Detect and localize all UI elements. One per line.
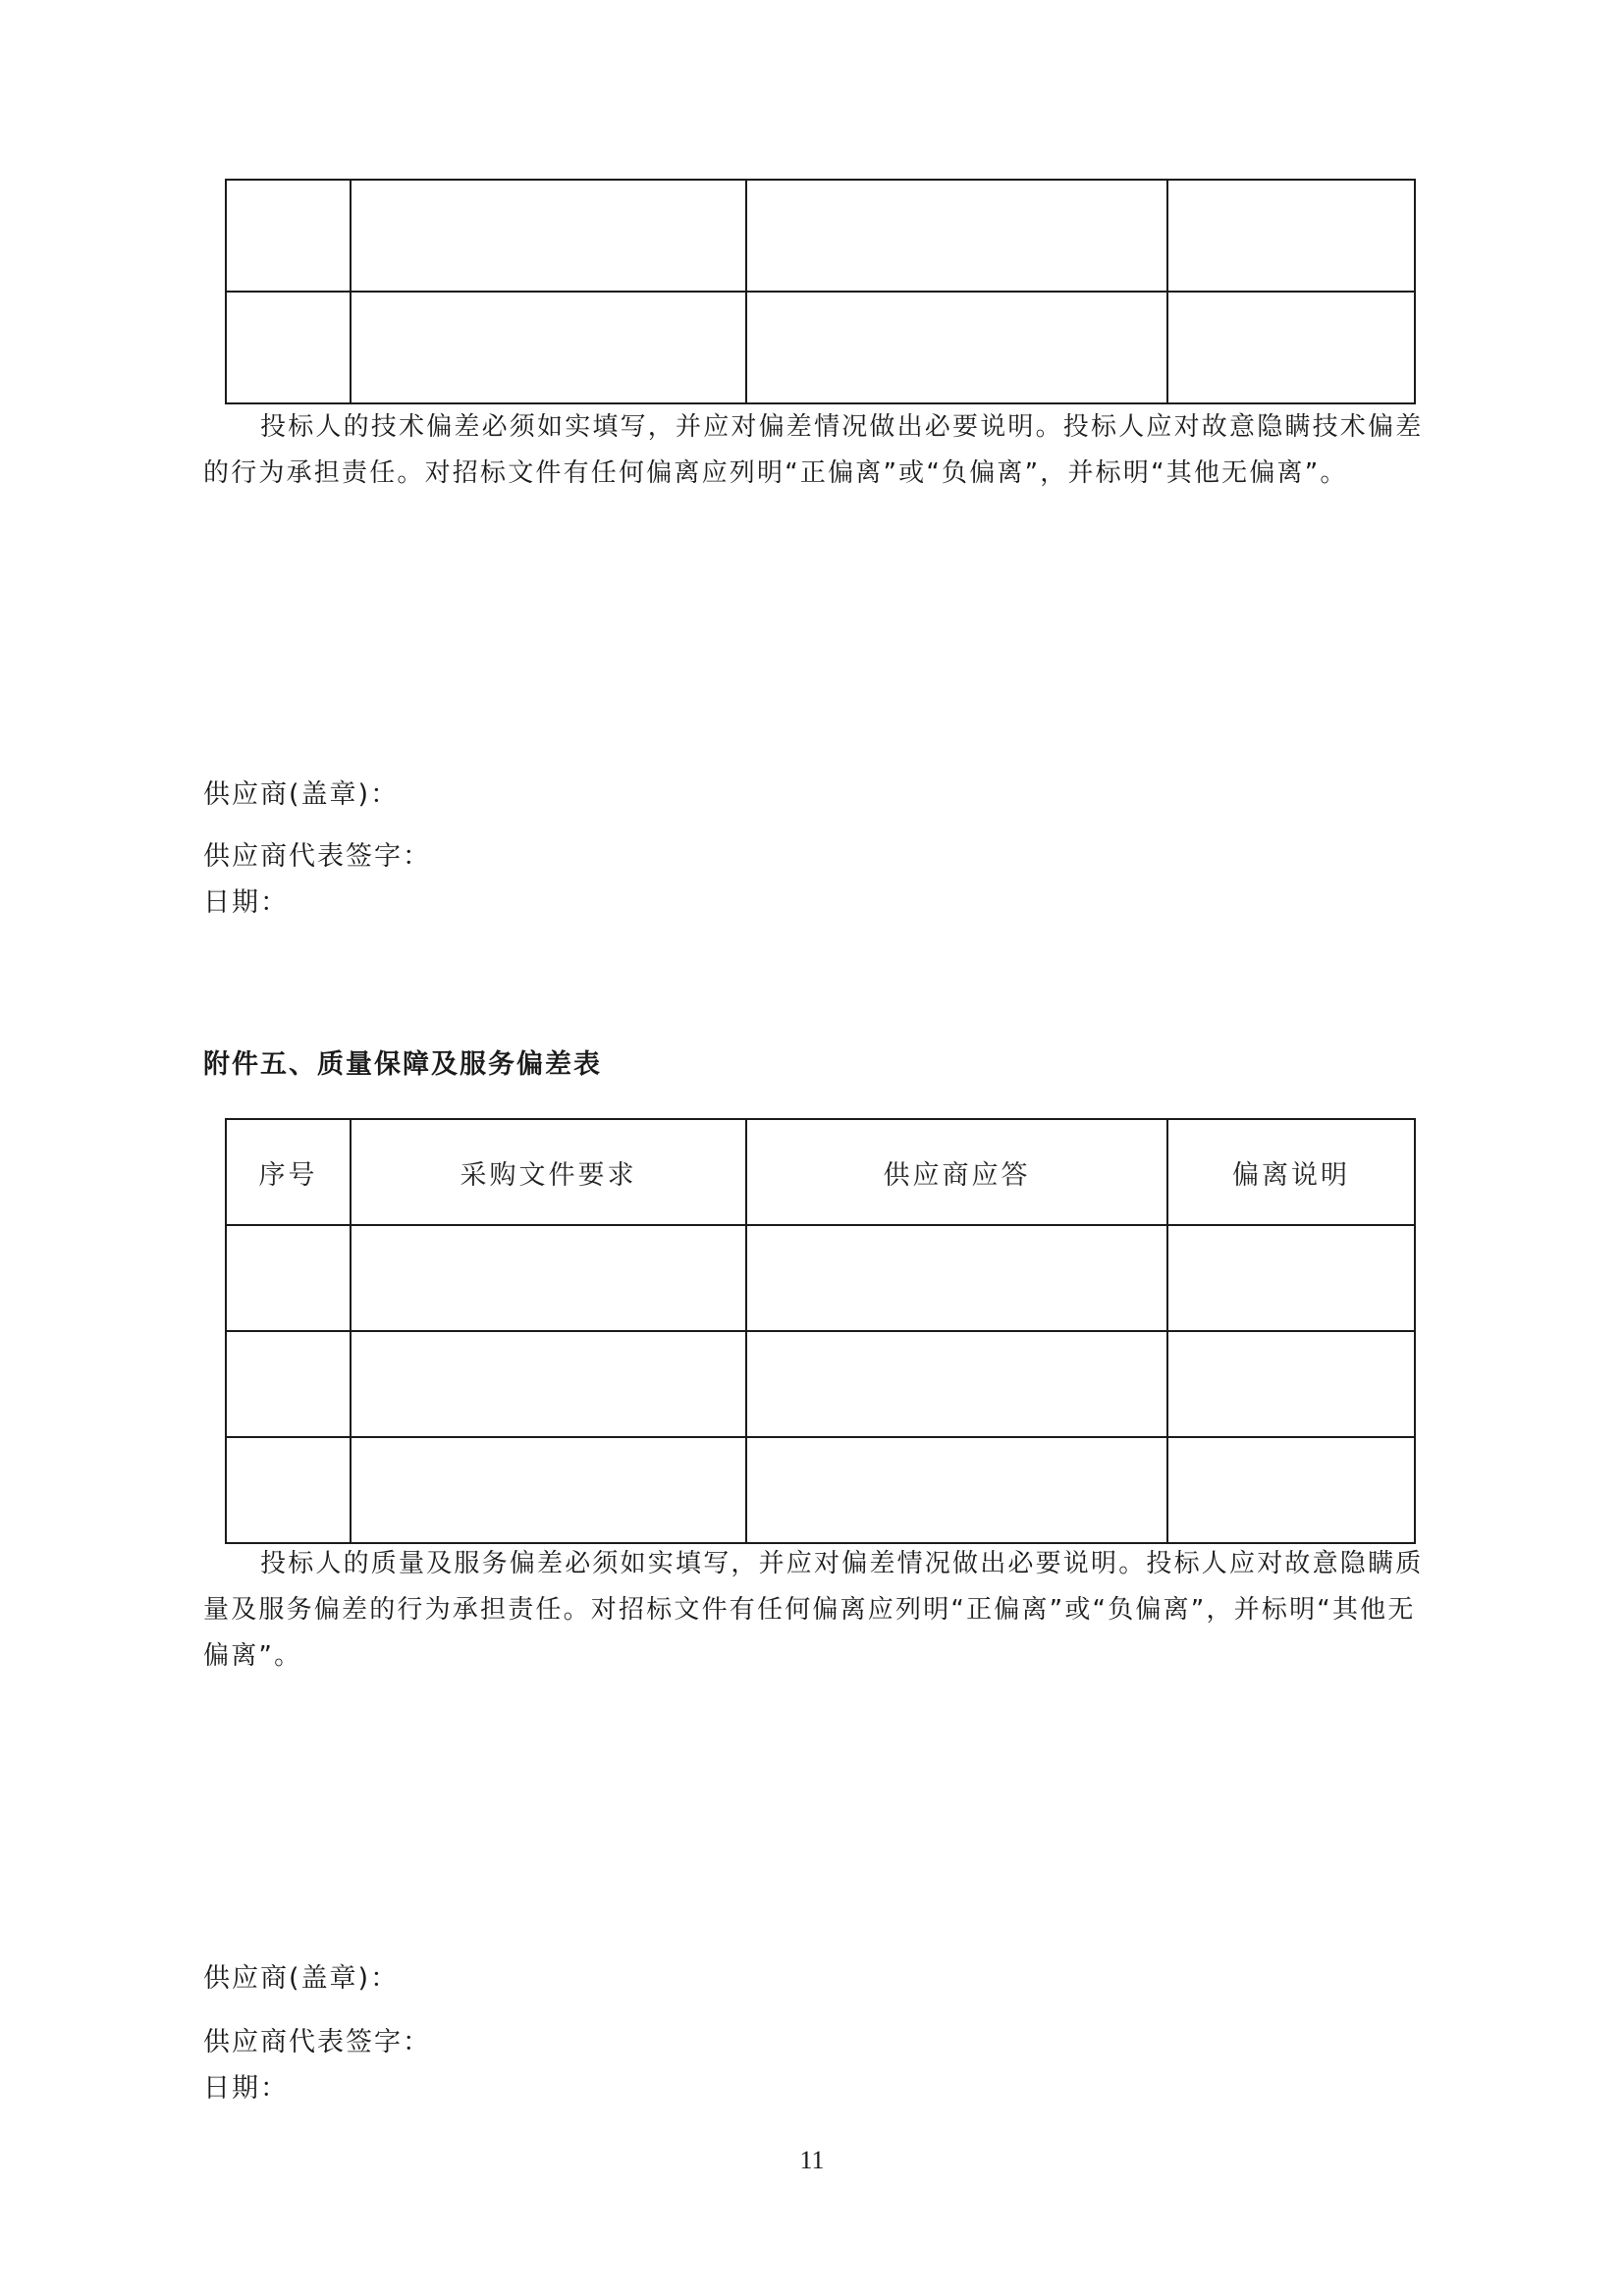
table-cell xyxy=(1167,292,1415,403)
table-cell xyxy=(351,180,746,292)
supplier-seal-label: 供应商(盖章)： xyxy=(203,779,400,810)
table-cell xyxy=(226,180,351,292)
section-title: 附件五、质量保障及服务偏差表 xyxy=(203,1049,602,1080)
quality-deviation-note: 投标人的质量及服务偏差必须如实填写，并应对偏差情况做出必要说明。投标人应对故意隐瞒质量及服务偏差的行为承担责任。对招标文件有任何偏离应列明“正偏离”或“负偏离”，并标明“其他无偏离”。 xyxy=(203,1549,1424,1671)
table-header-row xyxy=(226,1119,1415,1225)
table-cell xyxy=(351,292,746,403)
table-cell xyxy=(1167,1331,1415,1437)
table-row xyxy=(226,1225,1415,1331)
date-label: 日期： xyxy=(203,887,289,918)
table-cell xyxy=(226,1225,351,1331)
table-cell xyxy=(351,1225,746,1331)
table-cell xyxy=(746,1225,1167,1331)
table-cell xyxy=(1167,180,1415,292)
representative-signature-label: 供应商代表签字： xyxy=(203,841,431,872)
header-procurement-requirement: 采购文件要求 xyxy=(351,1119,746,1225)
header-deviation-description: 偏离说明 xyxy=(1167,1119,1415,1225)
table-cell xyxy=(746,180,1167,292)
table-cell xyxy=(1167,1225,1415,1331)
representative-signature-label: 供应商代表签字： xyxy=(203,2027,431,2057)
quality-service-deviation-table xyxy=(225,1118,1416,1544)
table-row xyxy=(226,292,1415,403)
table-cell xyxy=(226,1437,351,1543)
supplier-seal-label: 供应商(盖章)： xyxy=(203,1963,400,1994)
page-number: 11 xyxy=(799,2146,825,2174)
date-label: 日期： xyxy=(203,2073,289,2104)
table-cell xyxy=(1167,1437,1415,1543)
table-cell xyxy=(351,1331,746,1437)
table-cell xyxy=(226,1331,351,1437)
technical-deviation-table-continued xyxy=(225,179,1416,404)
technical-deviation-note: 投标人的技术偏差必须如实填写，并应对偏差情况做出必要说明。投标人应对故意隐瞒技术偏差的行为承担责任。对招标文件有任何偏离应列明“正偏离”或“负偏离”，并标明“其他无偏离”。 xyxy=(203,412,1424,488)
table-row xyxy=(226,1331,1415,1437)
header-serial-number: 序号 xyxy=(226,1119,351,1225)
table-cell xyxy=(351,1437,746,1543)
table-row xyxy=(226,180,1415,292)
header-supplier-response: 供应商应答 xyxy=(746,1119,1167,1225)
table-cell xyxy=(746,292,1167,403)
table-cell xyxy=(746,1437,1167,1543)
table-cell xyxy=(746,1331,1167,1437)
table-row xyxy=(226,1437,1415,1543)
table-cell xyxy=(226,292,351,403)
